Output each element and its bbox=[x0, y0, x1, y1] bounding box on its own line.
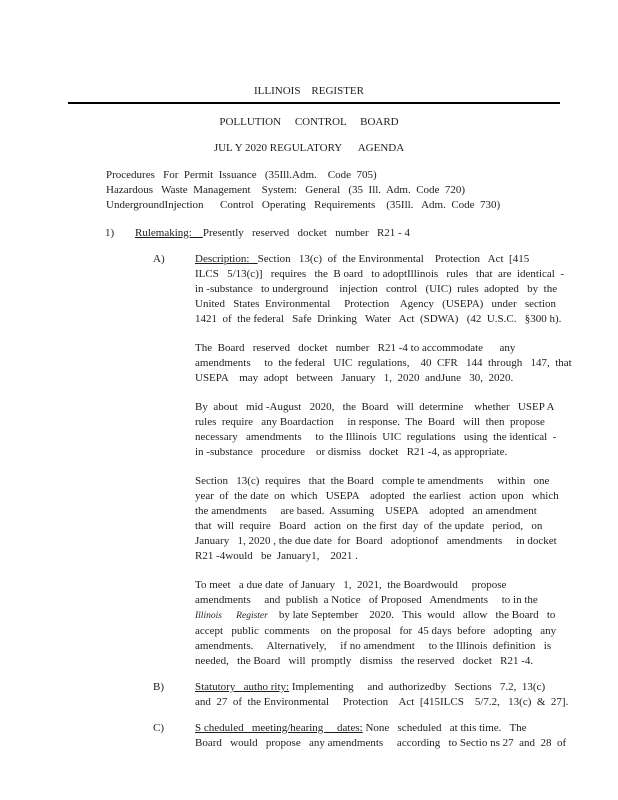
text-segment: in -substance to underground injection control (UIC) rules adopted by the bbox=[195, 283, 558, 295]
text-segment: Procedures For Permit Issuance (35Ill.Adm. Code 705) bbox=[106, 169, 377, 181]
text-line bbox=[195, 297, 618, 312]
agenda-title: JUL Y 2020 REGULATORY AGENDA bbox=[213, 142, 405, 154]
subsection-body bbox=[195, 680, 618, 710]
text-line bbox=[195, 356, 618, 371]
text-segment: Hazardous Waste Management System: General (35 Ill. Adm. Code 720) bbox=[106, 184, 466, 196]
subsection-letter: A) bbox=[153, 253, 165, 265]
rule-title-list bbox=[106, 168, 618, 213]
text-segment: Implementing and authorizedby Sections 7.2, 13(c) bbox=[289, 681, 546, 693]
text-segment: January 1, 2020 , the due date for Board adoptionof amendments in docket bbox=[195, 535, 557, 547]
subsection-body bbox=[195, 252, 618, 669]
item-number: 1) bbox=[105, 227, 115, 239]
subsection bbox=[153, 721, 618, 751]
text-segment: that will require Board action on the first day of the update period, on bbox=[195, 520, 543, 532]
text-segment: amendments. Alternatively, if no amendment to the Illinois definition is bbox=[195, 640, 552, 652]
italic-citation: Illinois Register bbox=[195, 611, 268, 621]
text-segment: By about mid -August 2020, the Board will determine whether USEP A bbox=[195, 401, 555, 413]
text-line bbox=[195, 267, 618, 282]
text-segment: UndergroundInjection Control Operating Requirements (35Ill. Adm. Code 730) bbox=[106, 199, 501, 211]
underlined-label: Description: bbox=[195, 253, 258, 265]
text-line bbox=[195, 282, 618, 297]
text-segment: Presently reserved docket number R21 - 4 bbox=[202, 227, 410, 239]
paragraph bbox=[195, 252, 618, 327]
rule-title bbox=[106, 198, 618, 213]
paragraph bbox=[195, 474, 618, 564]
subsection-letter: C) bbox=[153, 722, 164, 734]
subsection bbox=[153, 680, 618, 710]
text-segment: necessary amendments to the Illinois UIC regulations using the identical - bbox=[195, 431, 557, 443]
text-segment: in -substance procedure or dismiss docket R21 -4, as appropriate. bbox=[195, 446, 508, 458]
text-line bbox=[195, 400, 618, 415]
subsection-letter: B) bbox=[153, 681, 164, 693]
text-line bbox=[195, 695, 618, 710]
underlined-label: Statutory autho rity: bbox=[195, 681, 290, 693]
text-line bbox=[195, 549, 618, 564]
subsection-body bbox=[195, 721, 618, 751]
text-segment: To meet a due date of January 1, 2021, the Boardwould propose bbox=[195, 579, 507, 591]
text-line bbox=[195, 578, 618, 593]
text-segment: needed, the Board will promptly dismiss the reserved docket R21 -4. bbox=[195, 655, 534, 667]
text-segment: Section 13(c) requires that the Board comple te amendments within one bbox=[195, 475, 550, 487]
item-heading bbox=[135, 226, 618, 241]
text-segment: amendments and publish a Notice of Proposed Amendments to in the bbox=[195, 594, 538, 606]
text-line bbox=[195, 415, 618, 430]
text-segment: R21 -4would be January1, 2021 . bbox=[195, 550, 358, 562]
text-line bbox=[195, 341, 618, 356]
text-segment: United States Environmental Protection Agency (USEPA) under section bbox=[195, 298, 557, 310]
text-line bbox=[195, 736, 618, 751]
text-line bbox=[195, 639, 618, 654]
text-line bbox=[195, 252, 618, 267]
text-segment: Board would propose any amendments according to Sectio ns 27 and 28 of bbox=[195, 737, 567, 749]
text-line bbox=[195, 312, 618, 327]
rule-title bbox=[106, 183, 618, 198]
paragraph bbox=[195, 721, 618, 751]
text-segment: accept public comments on the proposal for 45 days before adopting any bbox=[195, 625, 557, 637]
text-segment: rules require any Boardaction in response. The Board will then propose bbox=[195, 416, 545, 428]
header-divider bbox=[68, 102, 560, 104]
text-line bbox=[195, 519, 618, 534]
text-line bbox=[195, 608, 618, 624]
text-line bbox=[195, 654, 618, 669]
text-segment: by late September 2020. This would allow the Board to bbox=[267, 609, 556, 621]
paragraph bbox=[195, 680, 618, 710]
text-segment: USEPA may adopt between January 1, 2020 andJune 30, 2020. bbox=[195, 372, 514, 384]
text-segment: 1421 of the federal Safe Drinking Water Act (SDWA) (42 U.S.C. §300 h). bbox=[195, 313, 562, 325]
text-line bbox=[195, 534, 618, 549]
paragraph bbox=[195, 578, 618, 669]
text-line bbox=[195, 430, 618, 445]
rule-title bbox=[106, 168, 618, 183]
rulemaking-item bbox=[105, 226, 618, 241]
text-line bbox=[195, 445, 618, 460]
text-segment: the amendments are based. Assuming USEPA adopted an amendment bbox=[195, 505, 537, 517]
text-segment: amendments to the federal UIC regulations, 40 CFR 144 through 147, that bbox=[195, 357, 572, 369]
underlined-label: Rulemaking: bbox=[135, 227, 203, 239]
register-title: ILLINOIS REGISTER bbox=[254, 85, 364, 97]
text-segment: None scheduled at this time. The bbox=[362, 722, 527, 734]
text-segment: Section 13(c) of the Environmental Protection Act [415 bbox=[257, 253, 530, 265]
text-line bbox=[195, 504, 618, 519]
paragraph bbox=[195, 341, 618, 386]
subsection bbox=[153, 252, 618, 669]
subsection-list bbox=[0, 252, 618, 751]
text-line bbox=[195, 680, 618, 695]
text-segment: and 27 of the Environmental Protection Act [415ILCS 5/7.2, 13(c) & 27]. bbox=[195, 696, 569, 708]
underlined-label: S cheduled meeting/hearing dates: bbox=[195, 722, 363, 734]
text-segment: ILCS 5/13(c)] requires the B oard to adoptIllinois rules that are identical - bbox=[195, 268, 565, 280]
text-line bbox=[195, 474, 618, 489]
text-segment: The Board reserved docket number R21 -4 to accommodate any bbox=[195, 342, 516, 354]
text-segment: year of the date on which USEPA adopted the earliest action upon which bbox=[195, 490, 559, 502]
text-line bbox=[195, 489, 618, 504]
text-line bbox=[195, 721, 618, 736]
text-line bbox=[195, 593, 618, 608]
paragraph bbox=[195, 400, 618, 460]
text-line bbox=[195, 624, 618, 639]
text-line bbox=[195, 371, 618, 386]
board-title: POLLUTION CONTROL BOARD bbox=[219, 116, 399, 128]
